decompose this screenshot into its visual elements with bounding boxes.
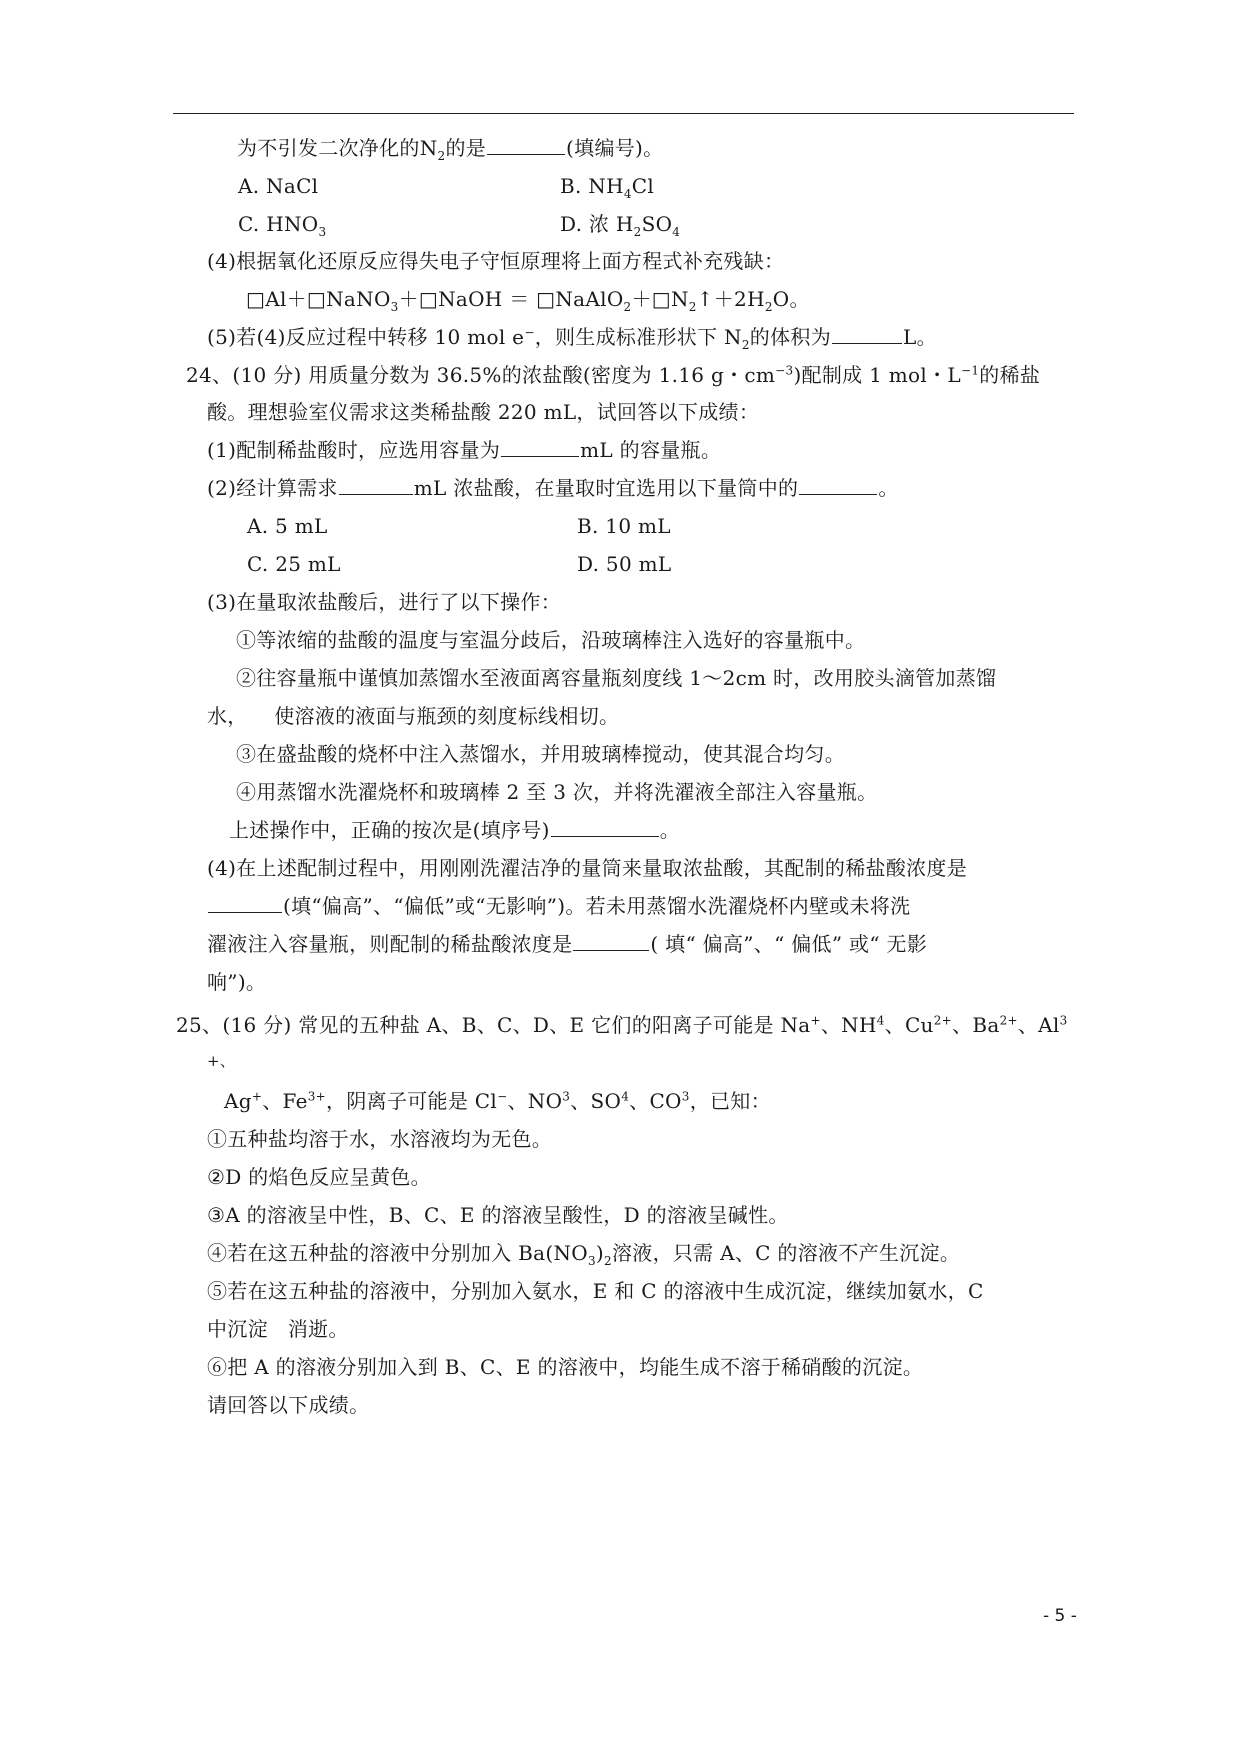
q24-heading-cont: 酸。理想验室仪需求这类稀盐酸 220 mL，试回答以下成绩： xyxy=(207,400,760,424)
q24-option-a: A. 5 mL xyxy=(247,514,328,538)
answer-blank[interactable] xyxy=(832,325,902,344)
q24-step-3: ③在盛盐酸的烧杯中注入蒸馏水，并用玻璃棒搅动，使其混合均匀。 xyxy=(236,742,845,766)
q24-order: 上述操作中，正确的按次是(填序号) 。 xyxy=(229,818,681,842)
q24-part-3: (3)在量取浓盐酸后，进行了以下操作： xyxy=(207,590,562,614)
q24-option-b: B. 10 mL xyxy=(577,514,671,538)
q23-option-c: C. $HNO_3$ xyxy=(238,212,327,239)
q24-part-4-cont3: 响”)。 xyxy=(207,970,267,994)
q24-part-4: (4)在上述配制过程中，用刚刚洗濯洁净的量筒来量取浓盐酸，其配制的稀盐酸浓度是 xyxy=(207,856,968,880)
q25-prompt: 请回答以下成绩。 xyxy=(207,1393,370,1417)
q24-heading: 24、(10 分) 用质量分数为 36.5%的浓盐酸(密度为 1.16 g・$cm^{-3}$)配制成 1 mol・$L^{-1}$的稀盐 xyxy=(186,363,1041,387)
q23-part-5: (5)若(4)反应过程中转移 10 mol e−，则生成标准形状下 $N_2$的体积为 L。 xyxy=(207,325,937,352)
q24-option-c: C. 25 mL xyxy=(247,552,341,576)
q24-option-d: D. 50 mL xyxy=(577,552,672,576)
page-number: - 5 - xyxy=(1043,1606,1077,1626)
q24-step-2: ②往容量瓶中谨慎加蒸馏水至液面离容量瓶刻度线 1～2cm 时，改用胶头滴管加蒸馏 xyxy=(236,666,997,690)
header-rule xyxy=(173,113,1074,114)
answer-blank[interactable] xyxy=(487,136,565,155)
q23-option-d: D. 浓 $H_2SO_4$ xyxy=(560,212,681,239)
answer-blank[interactable] xyxy=(501,438,579,457)
answer-blank[interactable] xyxy=(551,818,659,837)
q25-condition-2: ②D 的焰色反应呈黄色。 xyxy=(207,1165,431,1189)
q24-step-1: ①等浓缩的盐酸的温度与室温分歧后，沿玻璃棒注入选好的容量瓶中。 xyxy=(236,628,866,652)
answer-blank[interactable] xyxy=(799,476,877,495)
q25-condition-4: ④若在这五种盐的溶液中分别加入 $Ba(NO_3)_2$溶液，只需 A、C 的溶液不产生沉淀。 xyxy=(207,1241,961,1268)
q25-condition-5: ⑤若在这五种盐的溶液中，分别加入氨水，E 和 C 的溶液中生成沉淀，继续加氨水，C xyxy=(207,1279,984,1303)
q25-condition-1: ①五种盐均溶于水，水溶液均为无色。 xyxy=(207,1127,553,1151)
q25-ions: Ag+、$Fe^{3+}$，阴离子可能是 Cl−、$NO^3$、$SO^4$、$CO^3$，已知： xyxy=(224,1089,771,1113)
q24-part-4-cont2: 濯液注入容量瓶，则配制的稀盐酸浓度是 ( 填“ 偏高”、“ 偏低” 或“ 无影 xyxy=(207,932,928,956)
q23-part-4: (4)根据氧化还原反应得失电子守恒原理将上面方程式补充残缺： xyxy=(207,249,785,273)
answer-blank[interactable] xyxy=(573,932,649,951)
q25-condition-5-cont: 中沉淀 消逝。 xyxy=(207,1317,349,1341)
q25-condition-6: ⑥把 A 的溶液分别加入到 B、C、E 的溶液中，均能生成不溶于稀硝酸的沉淀。 xyxy=(207,1355,924,1379)
q23-option-b: B. $NH_4Cl$ xyxy=(560,174,655,201)
q25-heading-cont: +、 xyxy=(207,1052,236,1070)
q24-step-2-cont: 水， 使溶液的液面与瓶颈的刻度标线相切。 xyxy=(207,704,620,728)
q24-part-2: (2)经计算需求 mL 浓盐酸，在量取时宜选用以下量筒中的 。 xyxy=(207,476,899,500)
q25-condition-3: ③A 的溶液呈中性，B、C、E 的溶液呈酸性，D 的溶液呈碱性。 xyxy=(207,1203,789,1227)
answer-blank[interactable] xyxy=(339,476,413,495)
q24-part-1: (1)配制稀盐酸时，应选用容量为 mL 的容量瓶。 xyxy=(207,438,722,462)
q25-heading: 25、(16 分) 常见的五种盐 A、B、C、D、E 它们的阳离子可能是 Na+、$NH^4$、$Cu^{2+}$、$Ba^{2+}$、Al$^3$ xyxy=(176,1013,1068,1037)
q23-intro: 为不引发二次净化的$N_2$的是 (填编号)。 xyxy=(237,136,664,163)
q24-step-4: ④用蒸馏水洗濯烧杯和玻璃棒 2 至 3 次，并将洗濯液全部注入容量瓶。 xyxy=(236,780,878,804)
q24-part-4-cont: (填“偏高”、“偏低”或“无影响”)。若未用蒸馏水洗濯烧杯内壁或未将洗 xyxy=(207,894,910,918)
q23-option-a: A. NaCl xyxy=(238,174,319,198)
q23-equation: □Al＋□NaNO$_3$＋□NaOH ＝ $□NaAlO_2+□N_2↑+2H_2O$。 xyxy=(246,287,810,314)
answer-blank[interactable] xyxy=(208,894,282,913)
